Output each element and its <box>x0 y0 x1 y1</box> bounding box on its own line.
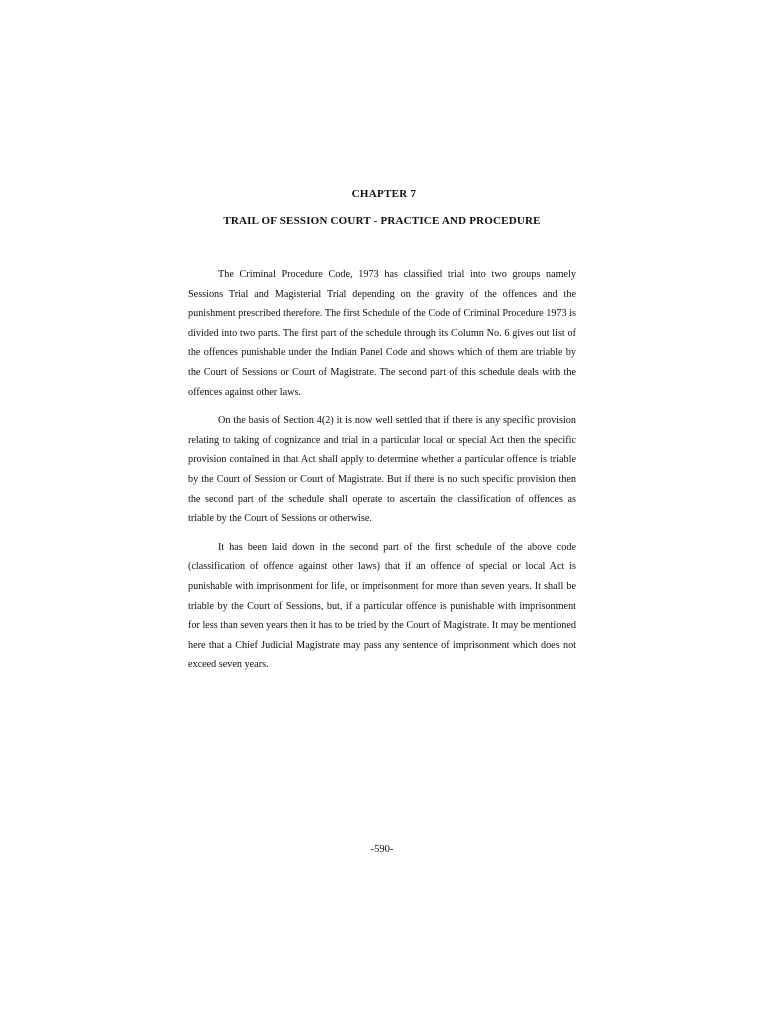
chapter-title: TRAIL OF SESSION COURT - PRACTICE AND PROCEDURE <box>223 215 541 227</box>
page-number: -590- <box>370 844 394 855</box>
paragraph-3: It has been laid down in the second part of the first schedule of the above code (classification of offence against other laws) that if an offence of special or local Act is punishable with imprisonment for life, or imprisonment for more than seven years. It shall be triable by the Court of Sessions, but, if a particular offence is punishable with imprisonment for less than seven years then it has to be tried by the Court of Magistrate. It may be mentioned here that a Chief Judicial Magistrate may pass any sentence of imprisonment which does not exceed seven years. <box>188 541 576 671</box>
chapter-label: CHAPTER 7 <box>351 188 417 200</box>
body-text <box>188 265 576 684</box>
paragraph-2: On the basis of Section 4(2) it is now well settled that if there is any specific provision relating to taking of cognizance and trial in a particular local or special Act then the specific provision contained in that Act shall apply to determine whether a particular offence is triable by the Court of Session or Court of Magistrate. But if there is no such specific provision then the second part of the schedule shall operate to ascertain the classification of offences as triable by the Court of Sessions or otherwise. <box>188 415 576 525</box>
paragraph-1: The Criminal Procedure Code, 1973 has classified trial into two groups namely Sessions Trial and Magisterial Trial depending on the gravity of the offences and the punishment prescribed therefore. The first Schedule of the Code of Criminal Procedure 1973 is divided into two parts. The first part of the schedule through its Column No. 6 gives out list of the offences punishable under the Indian Panel Code and shows which of them are triable by the Court of Sessions or Court of Magistrate. The second part of this schedule deals with the offences against other laws. <box>188 269 576 398</box>
